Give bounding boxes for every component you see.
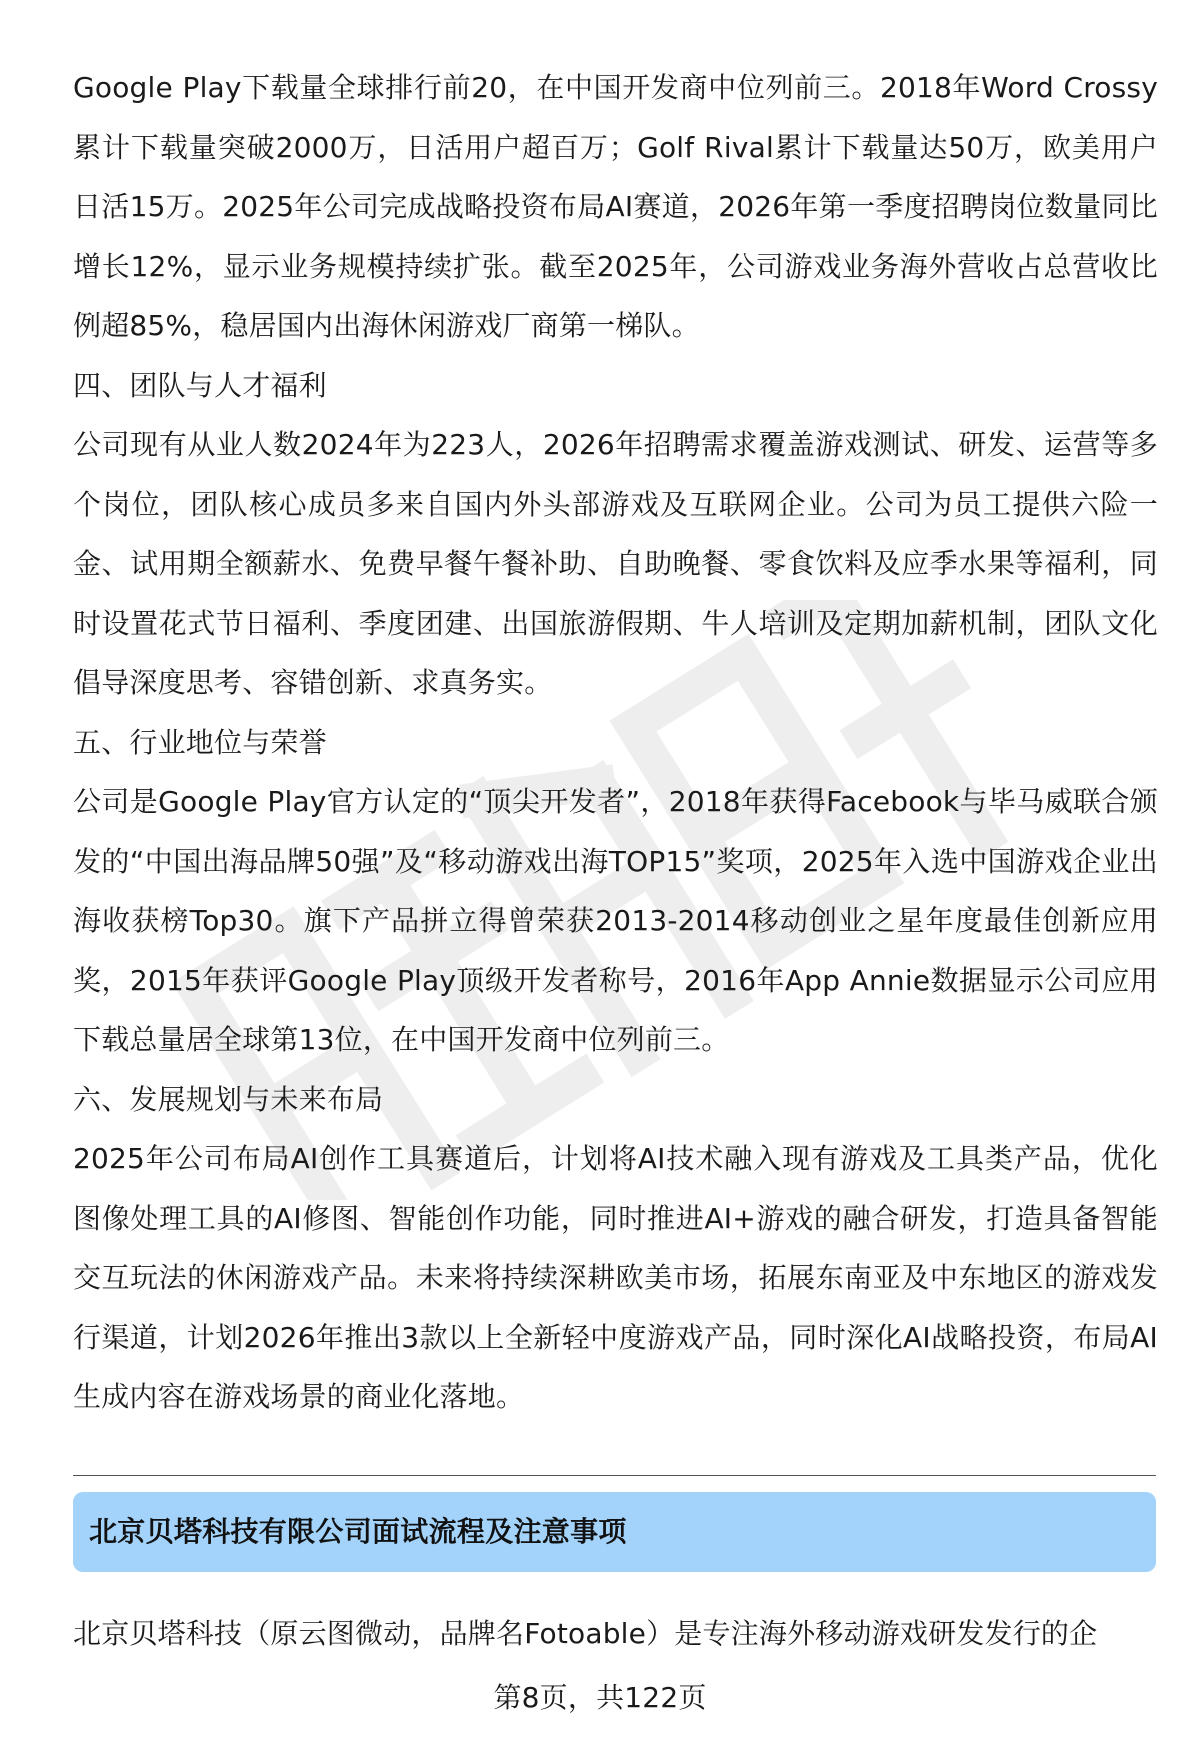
industry-honors-paragraph: 公司是Google Play官方认定的“顶尖开发者”，2018年获得Facebook与毕马威联合颁发的“中国出海品牌50强”及“移动游戏出海TOP15”奖项，2025年入选中国游戏企业出海收获榜Top30。旗下产品拼立得曾荣获2013-2014移动创业之星年度最佳创新应用奖，2015年获评Google Play顶级开发者称号，2016年App Annie数据显示公司应用下载总量居全球第13位，在中国开发商中位列前三。: [73, 785, 1158, 1056]
body-content: [73, 58, 1158, 1427]
section-title-banner: [73, 1492, 1156, 1572]
page-number-footer: 第8页，共122页: [493, 1681, 707, 1714]
section-intro-text: 北京贝塔科技（原云图微动，品牌名Fotoable）是专注海外移动游戏研发发行的企: [73, 1617, 1098, 1650]
team-welfare-paragraph: 公司现有从业人数2024年为223人，2026年招聘需求覆盖游戏测试、研发、运营等多个岗位，团队核心成员多来自国内外头部游戏及互联网企业。公司为员工提供六险一金、试用期全额薪水、免费早餐午餐补助、自助晚餐、零食饮料及应季水果等福利，同时设置花式节日福利、季度团建、出国旅游假期、牛人培训及定期加薪机制，团队文化倡导深度思考、容错创新、求真务实。: [73, 428, 1158, 699]
development-plan-paragraph: 2025年公司布局AI创作工具赛道后，计划将AI技术融入现有游戏及工具类产品，优化图像处理工具的AI修图、智能创作功能，同时推进AI+游戏的融合研发，打造具备智能交互玩法的休闲游戏产品。未来将持续深耕欧美市场，拓展东南亚及中东地区的游戏发行渠道，计划2026年推出3款以上全新轻中度游戏产品，同时深化AI战略投资，布局AI生成内容在游戏场景的商业化落地。: [73, 1142, 1158, 1413]
heading-development-plan: 六、发展规划与未来布局: [73, 1082, 384, 1116]
section-title: 北京贝塔科技有限公司面试流程及注意事项: [89, 1515, 627, 1548]
section-divider: [73, 1475, 1156, 1476]
heading-team-welfare: 四、团队与人才福利: [73, 368, 327, 402]
heading-industry-honors: 五、行业地位与荣誉: [73, 725, 327, 759]
company-performance-paragraph: Google Play下载量全球排行前20，在中国开发商中位列前三。2018年Word Crossy累计下载量突破2000万，日活用户超百万；Golf Rival累计下载量达50万，欧美用户日活15万。2025年公司完成战略投资布局AI赛道，2026年第一季度招聘岗位数量同比增长12%，显示业务规模持续扩张。截至2025年，公司游戏业务海外营收占总营收比例超85%，稳居国内出海休闲游戏厂商第一梯队。: [73, 71, 1158, 342]
